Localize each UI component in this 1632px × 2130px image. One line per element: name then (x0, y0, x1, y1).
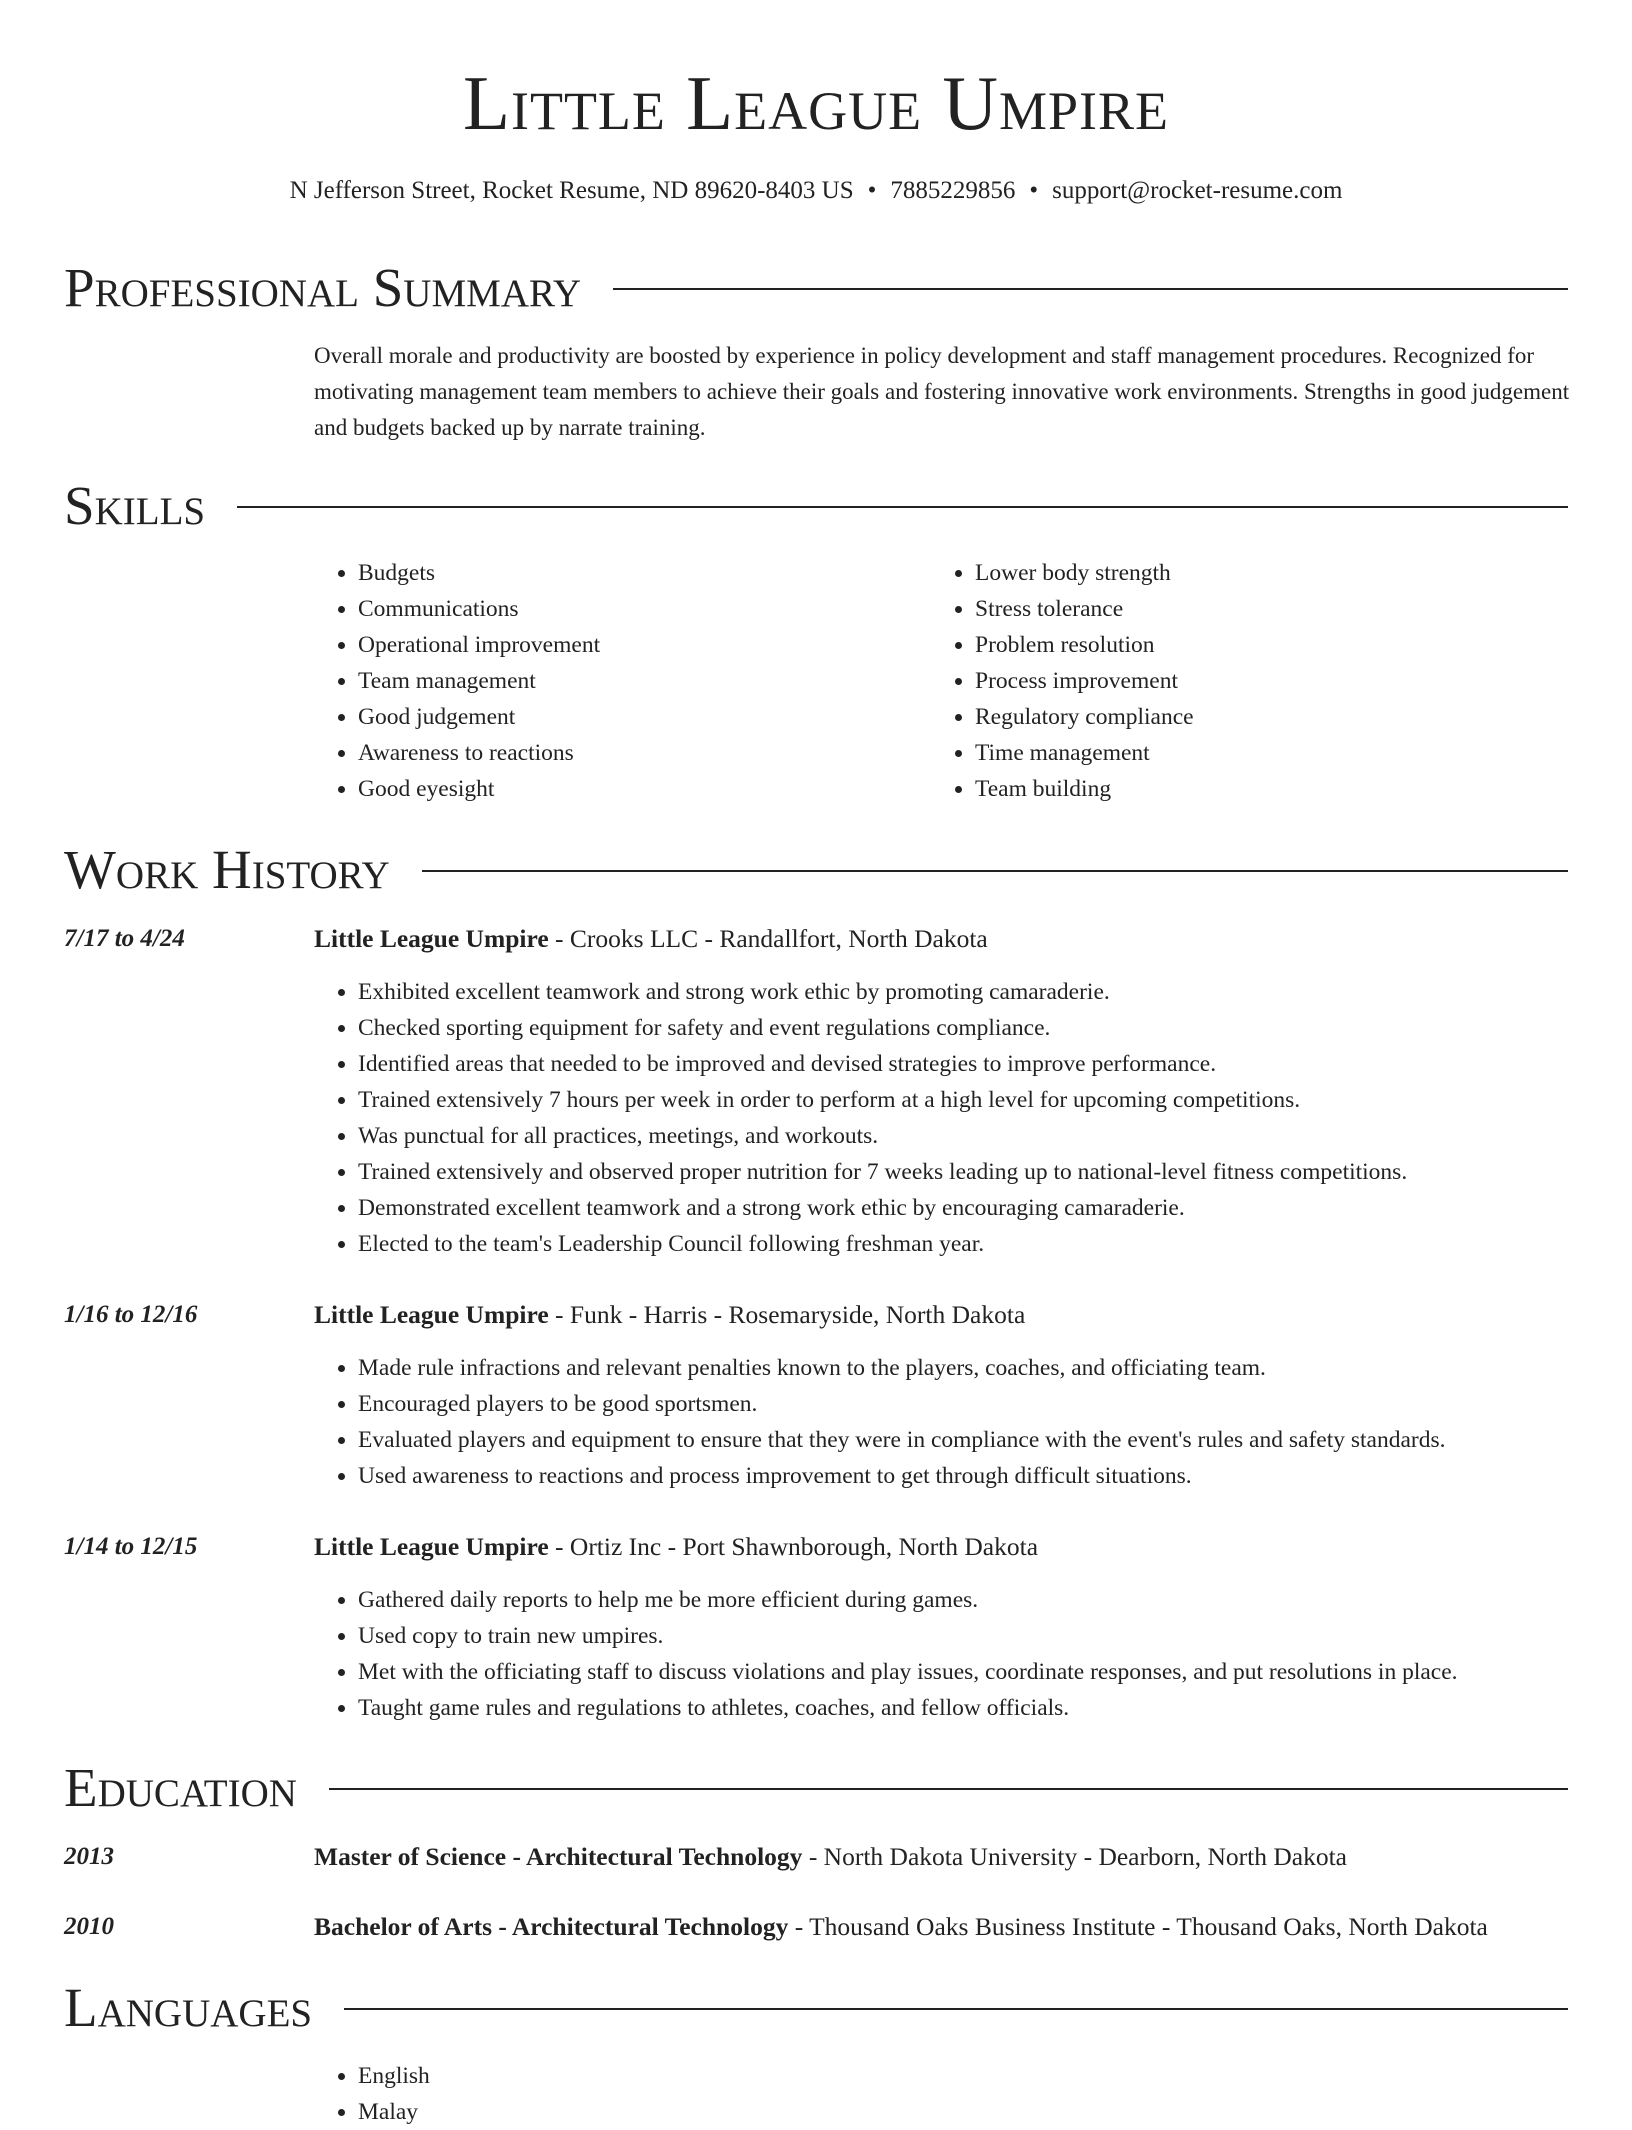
job-title: Little League Umpire (314, 924, 549, 953)
job-bullet: • Trained extensively and observed proper nutrition for 7 weeks leading up to national-level fitness competitions. (358, 1154, 1604, 1190)
contact-email: support@rocket-resume.com (1052, 177, 1343, 204)
skill-item: • Process improvement (975, 663, 1194, 699)
skill-item: • Time management (975, 735, 1194, 771)
education-year: 2013 (64, 1843, 114, 1870)
skill-item: • Regulatory compliance (975, 699, 1194, 735)
section-divider (237, 506, 1568, 508)
languages-section-header (64, 1976, 1568, 2040)
job-bullet: • Was punctual for all practices, meetings, and workouts. (358, 1118, 1604, 1154)
education-degree: Master of Science - Architectural Technology (314, 1842, 803, 1871)
skill-item: • Stress tolerance (975, 591, 1194, 627)
skill-item: • Communications (358, 591, 600, 627)
section-divider (329, 1788, 1568, 1790)
education-details: - North Dakota University - Dearborn, North Dakota (802, 1842, 1347, 1871)
job-bullet: • Demonstrated excellent teamwork and a strong work ethic by encouraging camaraderie. (358, 1190, 1604, 1226)
job-details: - Crooks LLC - Randallfort, North Dakota (548, 924, 988, 953)
languages-section-title: Languages (64, 1977, 313, 2038)
skill-item: • Awareness to reactions (358, 735, 600, 771)
skill-item: • Team management (358, 663, 600, 699)
skill-item: • Budgets (358, 555, 600, 591)
job-bullet: • Evaluated players and equipment to ensure that they were in compliance with the event's rules and safety standards. (358, 1422, 1604, 1458)
skills-right-column (931, 555, 1194, 807)
summary-section-header (64, 256, 1568, 320)
job-bullets (314, 1350, 1604, 1494)
language-item: • English (358, 2058, 430, 2094)
job-bullets (314, 974, 1604, 1262)
contact-separator: • (1029, 177, 1039, 204)
job-bullet: • Identified areas that needed to be improved and devised strategies to improve performance. (358, 1046, 1604, 1082)
job-dates: 7/17 to 4/24 (64, 925, 185, 952)
skill-item: • Problem resolution (975, 627, 1194, 663)
job-bullet: • Elected to the team's Leadership Council following freshman year. (358, 1226, 1604, 1262)
job-header (314, 922, 988, 956)
languages-list (314, 2058, 430, 2130)
section-divider (344, 2008, 1568, 2010)
skills-left-list (314, 555, 600, 807)
summary-section-title: Professional Summary (64, 257, 582, 318)
work-section-title: Work History (64, 839, 390, 900)
job-bullet: • Encouraged players to be good sportsmen. (358, 1386, 1604, 1422)
skills-section-title: Skills (64, 475, 206, 536)
skills-right-list (931, 555, 1194, 807)
job-bullet: • Made rule infractions and relevant penalties known to the players, coaches, and officiating team. (358, 1350, 1604, 1386)
education-section-title: Education (64, 1757, 297, 1818)
education-entry (314, 1910, 1488, 1944)
skill-item: • Team building (975, 771, 1194, 807)
skill-item: • Operational improvement (358, 627, 600, 663)
job-bullet: • Checked sporting equipment for safety and event regulations compliance. (358, 1010, 1604, 1046)
section-divider (422, 870, 1568, 872)
job-dates: 1/14 to 12/15 (64, 1533, 198, 1560)
job-dates: 1/16 to 12/16 (64, 1301, 198, 1328)
language-item: • Malay (358, 2094, 430, 2130)
skill-item: • Good judgement (358, 699, 600, 735)
skills-section-header (64, 474, 1568, 538)
job-bullet: • Exhibited excellent teamwork and strong work ethic by promoting camaraderie. (358, 974, 1604, 1010)
education-degree: Bachelor of Arts - Architectural Technology (314, 1912, 789, 1941)
section-divider (613, 288, 1568, 290)
contact-line (0, 174, 1632, 208)
job-bullet: • Gathered daily reports to help me be more efficient during games. (358, 1582, 1604, 1618)
education-details: - Thousand Oaks Business Institute - Thousand Oaks, North Dakota (788, 1912, 1488, 1941)
work-section-header (64, 838, 1568, 902)
summary-text: Overall morale and productivity are boosted by experience in policy development and staff management procedures. Recognized for motivating management team members to achieve their goals and fostering innovative work environments. Strengths in good judgement and budgets backed up by narrate training. (314, 343, 1570, 440)
education-entry (314, 1840, 1347, 1874)
job-bullets (314, 1582, 1604, 1726)
job-details: - Funk - Harris - Rosemaryside, North Dakota (548, 1300, 1026, 1329)
contact-separator: • (867, 177, 877, 204)
job-bullet: • Met with the officiating staff to discuss violations and play issues, coordinate responses, and put resolutions in place. (358, 1654, 1604, 1690)
skill-item: • Lower body strength (975, 555, 1194, 591)
contact-address: N Jefferson Street, Rocket Resume, ND 89620-8403 US (289, 177, 854, 204)
skill-item: • Good eyesight (358, 771, 600, 807)
skills-left-column (314, 555, 600, 807)
job-title: Little League Umpire (314, 1300, 549, 1329)
education-section-header (64, 1756, 1568, 1820)
job-title: Little League Umpire (314, 1532, 549, 1561)
job-header (314, 1298, 1025, 1332)
job-bullet: • Used awareness to reactions and process improvement to get through difficult situations. (358, 1458, 1604, 1494)
job-bullet: • Used copy to train new umpires. (358, 1618, 1604, 1654)
education-year: 2010 (64, 1913, 114, 1940)
contact-phone: 7885229856 (890, 177, 1016, 204)
job-bullet: • Taught game rules and regulations to athletes, coaches, and fellow officials. (358, 1690, 1604, 1726)
job-details: - Ortiz Inc - Port Shawnborough, North Dakota (548, 1532, 1039, 1561)
resume-name: Little League Umpire (462, 60, 1170, 146)
job-bullet: • Trained extensively 7 hours per week in order to perform at a high level for upcoming competitions. (358, 1082, 1604, 1118)
job-header (314, 1530, 1038, 1564)
